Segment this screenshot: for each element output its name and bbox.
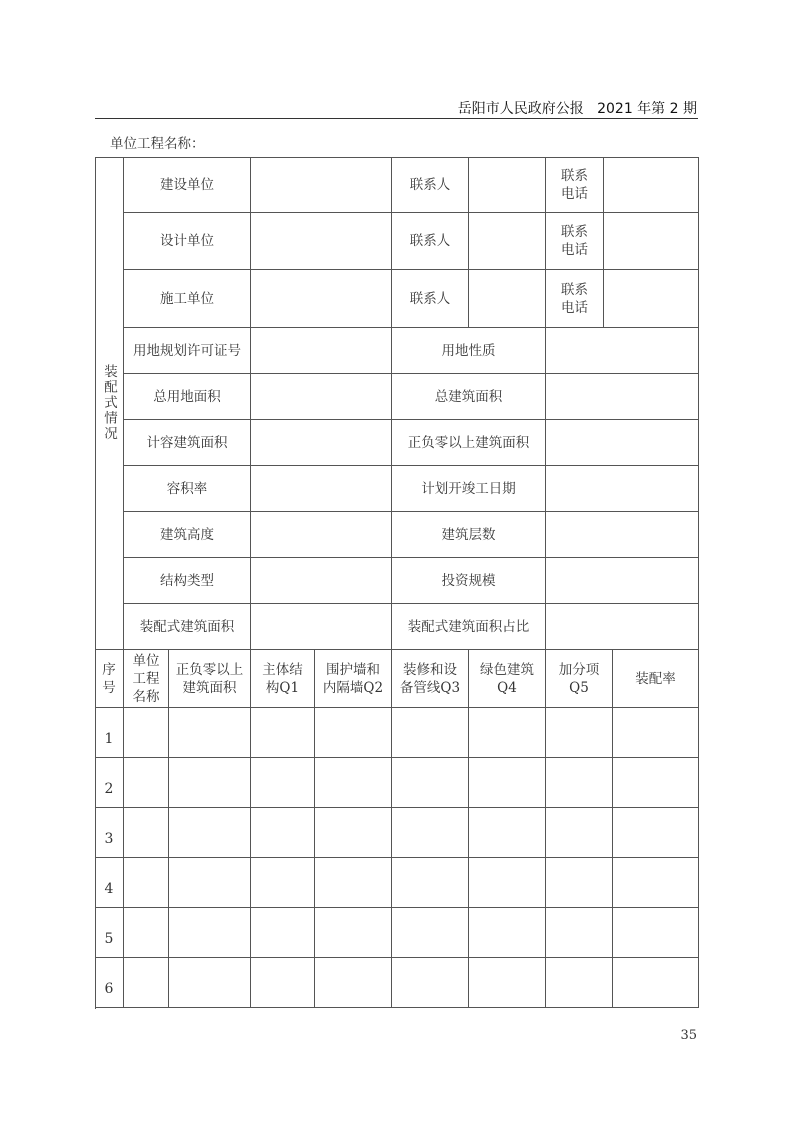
field-label-right-text: 装配式建筑面积占比: [407, 618, 530, 635]
unit-name-input-builder[interactable]: [251, 270, 392, 328]
score-input-decoration-q3[interactable]: [392, 808, 469, 858]
score-header-bonus-q5: [546, 650, 613, 708]
contact-label-construction: [392, 157, 469, 213]
score-input-decoration-q3[interactable]: [392, 758, 469, 808]
phone-label-builder: [546, 270, 604, 328]
score-header-unit-name-text: 单位 工程 名称: [132, 652, 160, 705]
score-header-prefab-rate-text: 装配率: [635, 670, 676, 687]
field-input-left[interactable]: [251, 328, 392, 374]
score-input-decoration-q3[interactable]: [392, 858, 469, 908]
field-label-left-text: 装配式建筑面积: [139, 618, 235, 635]
score-input-main-structure-q1[interactable]: [251, 908, 315, 958]
score-header-seq-text: 序 号: [102, 661, 116, 696]
score-input-wall-q2[interactable]: [315, 708, 392, 758]
contact-input-construction[interactable]: [469, 157, 546, 213]
row-number-text: 6: [104, 980, 114, 997]
field-input-right[interactable]: [546, 558, 699, 604]
field-input-right[interactable]: [546, 420, 699, 466]
score-input-green-building-q4[interactable]: [469, 958, 546, 1008]
score-input-bonus-q5[interactable]: [546, 958, 613, 1008]
score-input-prefab-rate[interactable]: [613, 758, 699, 808]
score-header-prefab-rate: [613, 650, 699, 708]
score-input-prefab-rate[interactable]: [613, 908, 699, 958]
page-number: 35: [680, 1028, 697, 1043]
field-label-left: [124, 328, 251, 374]
score-input-main-structure-q1[interactable]: [251, 758, 315, 808]
field-label-left: [124, 604, 251, 650]
field-input-right[interactable]: [546, 512, 699, 558]
field-label-left: [124, 558, 251, 604]
score-input-unit-name[interactable]: [124, 908, 169, 958]
field-input-left[interactable]: [251, 374, 392, 420]
row-number-text: 5: [104, 930, 114, 947]
field-label-right-text: 用地性质: [441, 342, 496, 359]
phone-label-builder-text: 联系 电话: [561, 281, 588, 316]
section-label-cell-text: 装配式情况: [101, 364, 117, 442]
bulletin-header-title: 岳阳市人民政府公报 2021 年第 2 期: [457, 101, 697, 117]
unit-name-input-design[interactable]: [251, 213, 392, 270]
score-header-main-structure-q1-text: 主体结 构Q1: [262, 661, 303, 696]
field-label-right-text: 建筑层数: [441, 526, 496, 543]
score-header-green-building-q4-text: 绿色建筑 Q4: [480, 661, 534, 696]
score-input-main-structure-q1[interactable]: [251, 708, 315, 758]
row-number-text: 4: [104, 880, 114, 897]
unit-label-construction-text: 建设单位: [160, 176, 214, 193]
row-number: [95, 958, 124, 1008]
score-input-unit-name[interactable]: [124, 808, 169, 858]
phone-label-construction-text: 联系 电话: [561, 167, 588, 202]
score-input-above-zero-area[interactable]: [169, 908, 251, 958]
row-number-text: 3: [104, 830, 114, 847]
unit-label-design: [124, 213, 251, 270]
score-header-seq: [95, 650, 124, 708]
score-header-unit-name: [124, 650, 169, 708]
row-number-text: 1: [104, 730, 114, 747]
score-input-prefab-rate[interactable]: [613, 808, 699, 858]
unit-label-builder-text: 施工单位: [160, 290, 214, 307]
field-label-right-text: 正负零以上建筑面积: [407, 434, 530, 451]
score-header-green-building-q4: [469, 650, 546, 708]
row-number: [95, 858, 124, 908]
contact-label-construction-text: 联系人: [409, 176, 451, 193]
score-input-bonus-q5[interactable]: [546, 758, 613, 808]
field-label-left-text: 结构类型: [160, 572, 214, 589]
score-input-green-building-q4[interactable]: [469, 858, 546, 908]
field-label-left: [124, 374, 251, 420]
score-input-wall-q2[interactable]: [315, 908, 392, 958]
score-input-decoration-q3[interactable]: [392, 908, 469, 958]
score-input-unit-name[interactable]: [124, 758, 169, 808]
phone-label-design-text: 联系 电话: [561, 224, 588, 258]
field-label-left-text: 总用地面积: [153, 388, 221, 405]
score-header-decoration-q3-text: 装修和设 备管线Q3: [399, 661, 461, 696]
score-input-above-zero-area[interactable]: [169, 958, 251, 1008]
score-input-wall-q2[interactable]: [315, 758, 392, 808]
score-input-green-building-q4[interactable]: [469, 708, 546, 758]
unit-label-design-text: 设计单位: [160, 233, 214, 249]
phone-input-builder[interactable]: [604, 270, 699, 328]
score-input-prefab-rate[interactable]: [613, 958, 699, 1008]
project-name-label: 单位工程名称：: [110, 136, 205, 152]
field-input-left[interactable]: [251, 604, 392, 650]
field-label-right-text: 总建筑面积: [434, 388, 503, 405]
field-label-right: [392, 374, 546, 420]
unit-label-builder: [124, 270, 251, 328]
score-input-wall-q2[interactable]: [315, 858, 392, 908]
unit-label-construction: [124, 157, 251, 213]
field-input-right[interactable]: [546, 466, 699, 512]
row-number: [95, 808, 124, 858]
score-input-above-zero-area[interactable]: [169, 858, 251, 908]
field-label-left-text: 计容建筑面积: [146, 434, 228, 451]
field-label-left: [124, 512, 251, 558]
score-input-above-zero-area[interactable]: [169, 808, 251, 858]
score-header-above-zero-area-text: 正负零以上 建筑面积: [175, 661, 244, 696]
score-input-main-structure-q1[interactable]: [251, 958, 315, 1008]
field-label-right: [392, 466, 546, 512]
score-header-bonus-q5-text: 加分项 Q5: [558, 661, 600, 696]
score-input-unit-name[interactable]: [124, 708, 169, 758]
score-input-main-structure-q1[interactable]: [251, 808, 315, 858]
score-input-unit-name[interactable]: [124, 858, 169, 908]
contact-label-builder-text: 联系人: [409, 290, 451, 307]
phone-input-design[interactable]: [604, 213, 699, 270]
score-header-wall-q2: [315, 650, 392, 708]
phone-label-design: [546, 213, 604, 270]
score-input-above-zero-area[interactable]: [169, 758, 251, 808]
field-label-left-text: 用地规划许可证号: [133, 342, 241, 359]
score-input-decoration-q3[interactable]: [392, 708, 469, 758]
score-input-green-building-q4[interactable]: [469, 808, 546, 858]
score-input-wall-q2[interactable]: [315, 958, 392, 1008]
score-header-decoration-q3: [392, 650, 469, 708]
field-input-left[interactable]: [251, 512, 392, 558]
field-label-right: [392, 328, 546, 374]
section-label-cell: [95, 157, 124, 650]
field-label-left: [124, 420, 251, 466]
contact-label-design-text: 联系人: [409, 233, 451, 249]
contact-input-design[interactable]: [469, 213, 546, 270]
score-input-above-zero-area[interactable]: [169, 708, 251, 758]
score-input-green-building-q4[interactable]: [469, 908, 546, 958]
score-header-wall-q2-text: 围护墙和 内隔墙Q2: [322, 661, 384, 696]
field-input-left[interactable]: [251, 466, 392, 512]
field-input-right[interactable]: [546, 374, 699, 420]
row-number: [95, 708, 124, 758]
field-input-left[interactable]: [251, 558, 392, 604]
phone-input-construction[interactable]: [604, 157, 699, 213]
field-label-right: [392, 512, 546, 558]
field-label-right: [392, 604, 546, 650]
field-label-right-text: 投资规模: [441, 572, 496, 589]
field-label-left: [124, 466, 251, 512]
contact-label-design: [392, 213, 469, 270]
field-label-right: [392, 420, 546, 466]
score-input-wall-q2[interactable]: [315, 808, 392, 858]
score-header-main-structure-q1: [251, 650, 315, 708]
row-number-text: 2: [104, 780, 114, 797]
field-label-right: [392, 558, 546, 604]
score-input-bonus-q5[interactable]: [546, 908, 613, 958]
score-input-decoration-q3[interactable]: [392, 958, 469, 1008]
row-number: [95, 908, 124, 958]
unit-name-input-construction[interactable]: [251, 157, 392, 213]
score-input-bonus-q5[interactable]: [546, 808, 613, 858]
phone-label-construction: [546, 157, 604, 213]
score-input-bonus-q5[interactable]: [546, 858, 613, 908]
score-header-above-zero-area: [169, 650, 251, 708]
field-input-right[interactable]: [546, 328, 699, 374]
field-input-right[interactable]: [546, 604, 699, 650]
score-input-prefab-rate[interactable]: [613, 708, 699, 758]
score-input-bonus-q5[interactable]: [546, 708, 613, 758]
score-input-main-structure-q1[interactable]: [251, 858, 315, 908]
contact-label-builder: [392, 270, 469, 328]
field-label-left-text: 建筑高度: [160, 526, 214, 543]
contact-input-builder[interactable]: [469, 270, 546, 328]
field-label-right-text: 计划开竣工日期: [421, 480, 516, 497]
row-number: [95, 758, 124, 808]
score-input-prefab-rate[interactable]: [613, 858, 699, 908]
field-label-left-text: 容积率: [166, 480, 208, 497]
score-input-green-building-q4[interactable]: [469, 758, 546, 808]
score-input-unit-name[interactable]: [124, 958, 169, 1008]
field-input-left[interactable]: [251, 420, 392, 466]
